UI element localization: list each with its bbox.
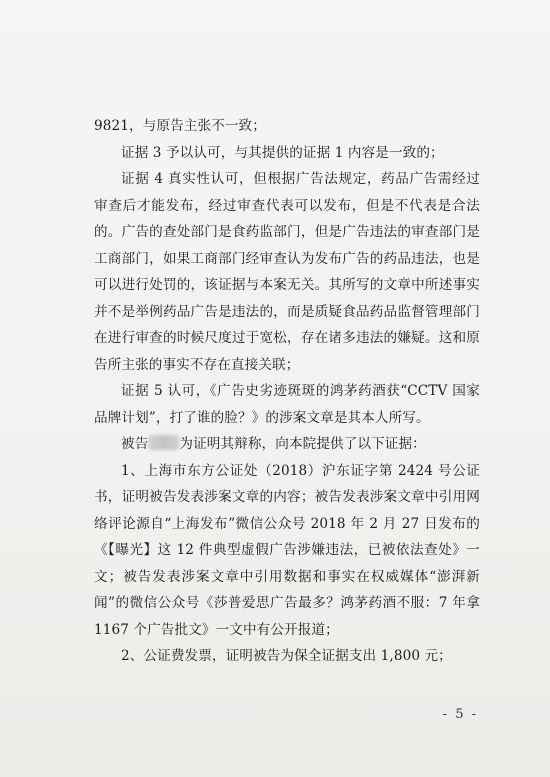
paragraph-evidence-4: 证据 4 真实性认可，但根据广告法规定，药品广告需经过审查后才能发布，经过审查代表可以发布，但是不代表是合法的。广告的查处部门是食药监部门，但是广告违法的审查部门是工商部门，如果工商部门经审查认为发布广告的药品违法，也是可以进行处罚的，该证据与本案无关。其所写的文章中所述事实并不是举例药品广告是违法的，而是质疑食品药品监督管理部门在进行审查的时候尺度过于宽松，存在诸多违法的嫌疑。这和原告所主张的事实不存在直接关联； <box>94 171 480 373</box>
defendant-label: 被告 <box>121 436 149 452</box>
page-number: - 5 - <box>442 707 478 722</box>
paragraph-fragment: 9821，与原告主张不一致； <box>94 118 266 134</box>
paragraph-evidence-item-1: 1、上海市东方公证处（2018）沪东证字第 2424 号公证书，证明被告发表涉案文章的内容；被告发表涉案文章中引用网络评论源自“上海发布”微信公众号 2018 年 2 月 27 日发布的《【曝光】这 12 件典型虚假广告涉嫌违法，已被依法查处》一文；被告发表涉案文章中引用数据和事实在权威媒体“澎湃新闻”的微信公众号《莎普爱思广告最多？鸿茅药酒不服：7 年拿 1167 个广告批文》一文中有公开报道； <box>94 462 480 638</box>
paragraph-evidence-3: 证据 3 予以认可，与其提供的证据 1 内容是一致的； <box>121 144 444 161</box>
paragraph-evidence-5: 证据 5 认可，《广告史劣迹斑斑的鸿茅药酒获“CCTV 国家品牌计划”，打了谁的脸？》的涉案文章是其本人所写。 <box>94 383 480 426</box>
paragraph-defendant-evidence-intro <box>94 431 480 458</box>
document-body <box>94 113 480 670</box>
intro-text: 为证明其辩称，向本院提供了以下证据： <box>179 436 426 452</box>
redacted-name <box>148 435 179 450</box>
paragraph-evidence-item-2: 2、公证费发票，证明被告为保全证据支出 1,800 元； <box>121 648 452 664</box>
